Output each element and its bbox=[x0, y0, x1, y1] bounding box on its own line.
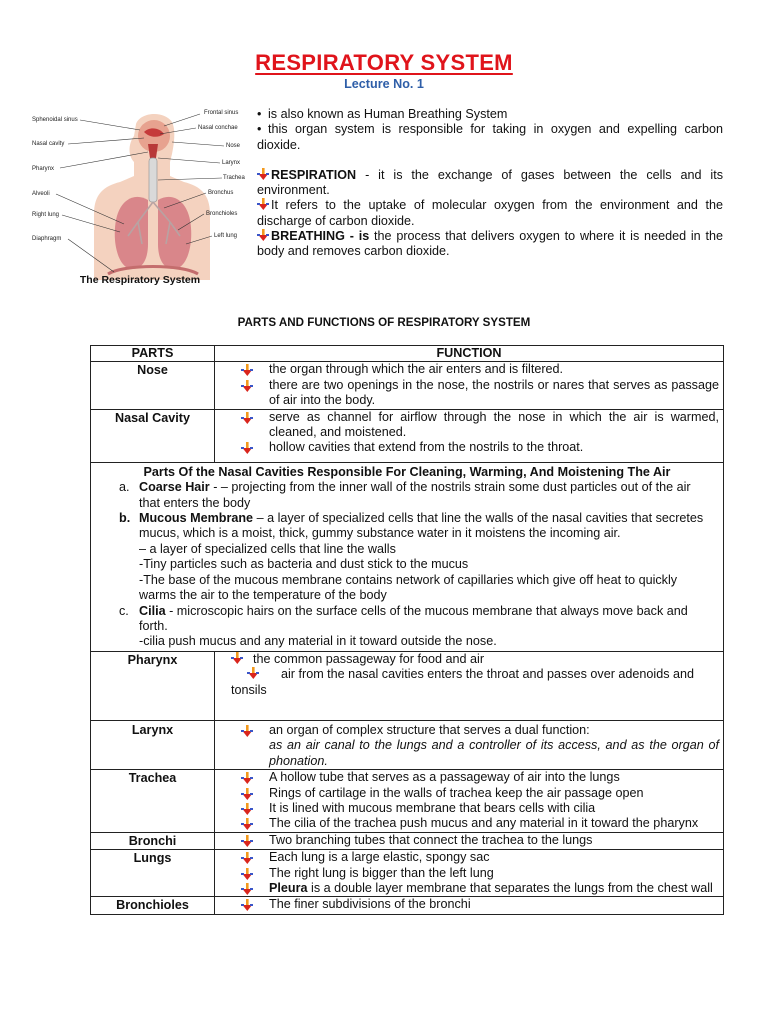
respiration-definition: RESPIRATION - it is the exchange of gases between the cells and its environment. bbox=[257, 167, 723, 198]
label-nose: Nose bbox=[226, 143, 241, 149]
arrow-bullet-icon bbox=[241, 803, 253, 815]
part-name: Bronchi bbox=[91, 832, 215, 849]
function-item: Pleura is a double layer membrane that separates the lungs from the chest wall bbox=[241, 881, 719, 896]
coarse-hair-item: a. Coarse Hair - – projecting from the inner wall of the nostrils strain some dust particles out of the air that enters the body bbox=[119, 480, 691, 510]
mucous-membrane-note: – a layer of specialized cells that line the walls bbox=[139, 541, 396, 556]
arrow-bullet-icon bbox=[257, 198, 269, 210]
figure-caption: The Respiratory System bbox=[79, 274, 201, 286]
table-row-larynx bbox=[91, 720, 724, 769]
cilia-item: c. Cilia - microscopic hairs on the surface cells of the mucous membrane that always move back and forth. bbox=[119, 603, 688, 633]
table-header-row bbox=[91, 346, 724, 362]
part-name: Lungs bbox=[91, 850, 215, 897]
label-bronchus: Bronchus bbox=[208, 190, 234, 196]
function-cell bbox=[215, 651, 724, 720]
label-right-lung: Right lung bbox=[32, 212, 60, 218]
function-item: A hollow tube that serves as a passageway of air into the lungs bbox=[241, 770, 719, 785]
arrow-bullet-icon bbox=[241, 772, 253, 784]
function-item: serve as channel for airflow through the nose in which the air is warmed, cleaned, and moistened. bbox=[241, 410, 719, 441]
nasal-parts-cell bbox=[91, 462, 724, 651]
function-item: air from the nasal cavities enters the throat and passes over adenoids and tonsils bbox=[231, 667, 695, 697]
function-cell bbox=[215, 897, 724, 914]
label-diaphragm: Diaphragm bbox=[32, 236, 62, 242]
arrow-bullet-icon bbox=[241, 852, 253, 864]
function-item: there are two openings in the nose, the nostrils or nares that serves as passage of air into the body. bbox=[241, 378, 719, 409]
lecture-number: Lecture No. 1 bbox=[344, 77, 424, 91]
intro-text bbox=[257, 107, 723, 260]
function-cell bbox=[215, 362, 724, 409]
arrow-bullet-icon bbox=[241, 883, 253, 895]
arrow-bullet-icon bbox=[241, 818, 253, 830]
label-bronchioles: Bronchioles bbox=[206, 211, 238, 217]
arrow-bullet-icon bbox=[247, 667, 259, 679]
function-item: The finer subdivisions of the bronchi bbox=[241, 897, 719, 912]
respiration-detail: It refers to the uptake of molecular oxygen from the environment and the discharge of carbon dioxide. bbox=[257, 198, 723, 228]
arrow-bullet-icon bbox=[241, 442, 253, 454]
label-nasal-conchae: Nasal conchae bbox=[198, 125, 238, 131]
arrow-bullet-icon bbox=[241, 788, 253, 800]
label-trachea: Trachea bbox=[223, 175, 245, 181]
arrow-bullet-icon bbox=[241, 725, 253, 737]
function-item: the common passageway for food and air bbox=[231, 652, 719, 667]
parts-functions-table bbox=[90, 345, 724, 915]
part-name: Pharynx bbox=[91, 651, 215, 720]
mucous-membrane-note: -Tiny particles such as bacteria and dust stick to the mucus bbox=[139, 557, 469, 572]
nasal-parts-heading: Parts Of the Nasal Cavities Responsible For Cleaning, Warming, And Moistening The Air bbox=[143, 464, 671, 479]
table-row-pharynx bbox=[91, 651, 724, 720]
arrow-bullet-icon bbox=[241, 835, 253, 847]
table-row-lungs bbox=[91, 850, 724, 897]
function-cell bbox=[215, 720, 724, 769]
arrow-bullet-icon bbox=[241, 899, 253, 911]
function-item: It is lined with mucous membrane that bears cells with cilia bbox=[241, 801, 719, 816]
larynx-dual-function: as an air canal to the lungs and a controller of its access, and as the organ of phonation. bbox=[269, 738, 719, 768]
label-larynx: Larynx bbox=[222, 160, 241, 166]
table-row-nasal-parts bbox=[91, 462, 724, 651]
arrow-bullet-icon bbox=[231, 652, 243, 664]
nasal-parts-list bbox=[91, 480, 723, 650]
function-item: Rings of cartilage in the walls of trachea keep the air passage open bbox=[241, 786, 719, 801]
function-item: Two branching tubes that connect the trachea to the lungs bbox=[241, 833, 719, 848]
label-alveoli: Alveoli bbox=[32, 191, 50, 197]
section-title: PARTS AND FUNCTIONS OF RESPIRATORY SYSTEM bbox=[237, 316, 531, 329]
arrow-bullet-icon bbox=[241, 868, 253, 880]
document-title: RESPIRATORY SYSTEM bbox=[255, 50, 513, 75]
function-cell bbox=[215, 409, 724, 462]
intro-bullet: • this organ system is responsible for taking in oxygen and expelling carbon dioxide. bbox=[257, 122, 723, 152]
table-row-nasal-cavity bbox=[91, 409, 724, 462]
function-item: The cilia of the trachea push mucus and any material in it toward the pharynx bbox=[241, 816, 719, 831]
part-name: Bronchioles bbox=[91, 897, 215, 914]
function-item: hollow cavities that extend from the nostrils to the throat. bbox=[241, 440, 719, 455]
label-left-lung: Left lung bbox=[214, 233, 238, 239]
arrow-bullet-icon bbox=[241, 364, 253, 376]
function-cell bbox=[215, 770, 724, 833]
breathing-definition: BREATHING - is the process that delivers oxygen to where it is needed in the body and removes carbon dioxide. bbox=[257, 229, 723, 259]
function-cell bbox=[215, 832, 724, 849]
function-item: an organ of complex structure that serves a dual function: as an air canal to the lungs and a controller of its access, and as the organ of phonation. bbox=[241, 723, 719, 769]
function-cell bbox=[215, 850, 724, 897]
table-row-bronchioles bbox=[91, 897, 724, 914]
arrow-bullet-icon bbox=[241, 412, 253, 424]
part-name: Nasal Cavity bbox=[91, 409, 215, 462]
column-header-parts: PARTS bbox=[91, 346, 215, 362]
table-row-nose bbox=[91, 362, 724, 409]
function-item: the organ through which the air enters and is filtered. bbox=[241, 362, 719, 377]
cilia-note: -cilia push mucus and any material in it toward outside the nose. bbox=[139, 634, 497, 649]
label-nasal-cavity: Nasal cavity bbox=[32, 141, 65, 147]
arrow-bullet-icon bbox=[257, 229, 269, 241]
arrow-bullet-icon bbox=[241, 380, 253, 392]
table-row-trachea bbox=[91, 770, 724, 833]
label-frontal-sinus: Frontal sinus bbox=[204, 110, 239, 116]
column-header-function: FUNCTION bbox=[215, 346, 724, 362]
function-item: Each lung is a large elastic, spongy sac bbox=[241, 850, 719, 865]
mucous-membrane-item: b. Mucous Membrane – a layer of specialized cells that line the walls of the nasal cavities that secretes mucus, which is a moist, thick, gummy substance water in it moistens the incoming air. bbox=[119, 511, 704, 541]
intro-bullet: • is also known as Human Breathing System bbox=[257, 107, 508, 121]
label-pharynx: Pharynx bbox=[32, 166, 55, 172]
part-name: Trachea bbox=[91, 770, 215, 833]
arrow-bullet-icon bbox=[257, 168, 269, 180]
part-name: Nose bbox=[91, 362, 215, 409]
table-row-bronchi bbox=[91, 832, 724, 849]
function-item: The right lung is bigger than the left lung bbox=[241, 866, 719, 881]
label-sphenoidal-sinus: Sphenoidal sinus bbox=[32, 117, 78, 123]
mucous-membrane-note: -The base of the mucous membrane contains network of capillaries which give off heat to quickly warms the air to the temperature of the body bbox=[139, 572, 678, 603]
part-name: Larynx bbox=[91, 720, 215, 769]
respiratory-system-figure bbox=[24, 104, 246, 288]
